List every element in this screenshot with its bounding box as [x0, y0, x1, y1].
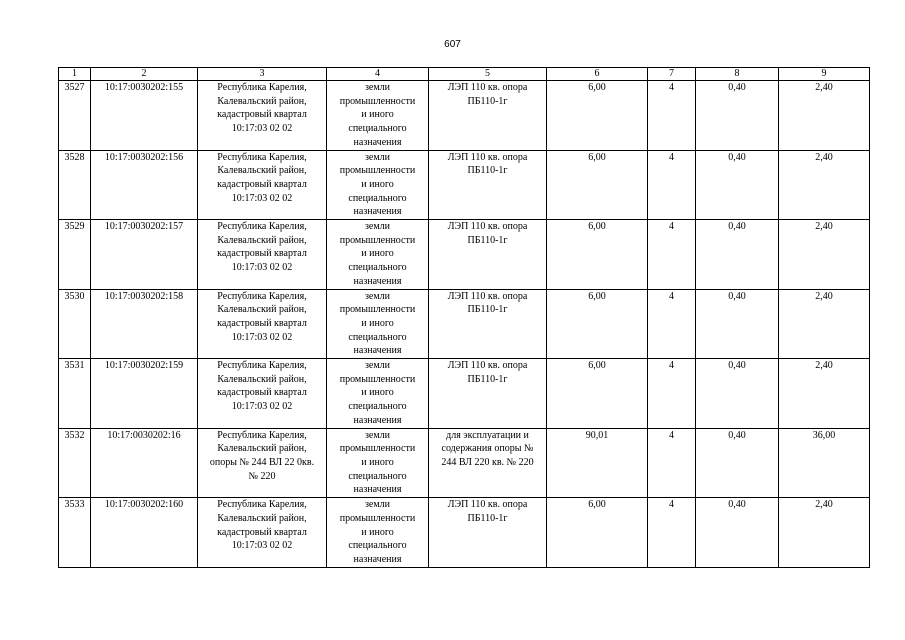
column-8-cell: 0,40 [696, 289, 779, 359]
land-category-cell-line: промышленности [339, 512, 416, 524]
location-cell-line: Республика Карелия, [217, 499, 307, 511]
land-category-cell-line: специального [348, 123, 407, 135]
row-number-cell: 3533 [59, 498, 91, 568]
land-category-cell-line: земли [364, 290, 391, 302]
column-header-9: 9 [779, 68, 870, 81]
purpose-cell-line: ПБ110-1г [467, 373, 508, 385]
land-category-cell-line: назначения [353, 484, 402, 496]
table-row [59, 359, 870, 429]
column-8-cell: 0,40 [696, 498, 779, 568]
column-9-cell: 2,40 [779, 498, 870, 568]
land-category-cell [327, 81, 429, 151]
column-9-cell: 36,00 [779, 428, 870, 498]
land-category-cell-line: и иного [361, 317, 394, 329]
land-category-cell [327, 428, 429, 498]
land-category-cell [327, 289, 429, 359]
land-category-cell-line: назначения [353, 275, 402, 287]
purpose-cell [429, 428, 547, 498]
cadastral-number-cell: 10:17:0030202:158 [91, 289, 198, 359]
land-category-cell-line: промышленности [339, 443, 416, 455]
land-category-cell-line: земли [364, 360, 391, 372]
location-cell [198, 359, 327, 429]
land-category-cell-line: промышленности [339, 373, 416, 385]
column-7-cell: 4 [648, 498, 696, 568]
column-9-cell: 2,40 [779, 289, 870, 359]
area-cell: 90,01 [547, 428, 648, 498]
location-cell-line: кадастровый квартал [217, 248, 307, 260]
column-7-cell: 4 [648, 289, 696, 359]
column-8-cell: 0,40 [696, 428, 779, 498]
land-category-cell-line: специального [348, 331, 407, 343]
location-cell [198, 81, 327, 151]
column-header-7: 7 [648, 68, 696, 81]
location-cell [198, 498, 327, 568]
land-category-cell-line: земли [364, 429, 391, 441]
land-category-cell-line: земли [364, 221, 391, 233]
column-7-cell: 4 [648, 428, 696, 498]
purpose-cell [429, 289, 547, 359]
purpose-cell [429, 359, 547, 429]
table-row [59, 81, 870, 151]
column-7-cell: 4 [648, 220, 696, 290]
location-cell-line: Калевальский район, [217, 234, 307, 246]
purpose-cell-line: ЛЭП 110 кв. опора [447, 151, 528, 163]
purpose-cell-line: ПБ110-1г [467, 165, 508, 177]
purpose-cell-line: ПБ110-1г [467, 234, 508, 246]
area-cell: 6,00 [547, 359, 648, 429]
column-header-8: 8 [696, 68, 779, 81]
land-category-cell-line: и иного [361, 387, 394, 399]
column-7-cell: 4 [648, 81, 696, 151]
location-cell-line: 10:17:03 02 02 [231, 262, 293, 274]
cadastral-number-cell: 10:17:0030202:160 [91, 498, 198, 568]
land-category-cell-line: специального [348, 192, 407, 204]
table-row [59, 428, 870, 498]
land-category-cell-line: и иного [361, 456, 394, 468]
purpose-cell [429, 81, 547, 151]
land-category-cell-line: земли [364, 82, 391, 93]
cadastral-number-cell: 10:17:0030202:156 [91, 150, 198, 220]
location-cell [198, 428, 327, 498]
land-category-cell-line: специального [348, 470, 407, 482]
land-category-cell-line: земли [364, 499, 391, 511]
location-cell-line: Республика Карелия, [217, 290, 307, 302]
land-category-cell-line: специального [348, 540, 407, 552]
location-cell [198, 150, 327, 220]
purpose-cell [429, 498, 547, 568]
land-category-cell-line: специального [348, 401, 407, 413]
purpose-cell-line: ЛЭП 110 кв. опора [447, 360, 528, 372]
location-cell-line: Республика Карелия, [217, 429, 307, 441]
column-header-3: 3 [198, 68, 327, 81]
land-category-cell-line: промышленности [339, 304, 416, 316]
column-7-cell: 4 [648, 359, 696, 429]
purpose-cell [429, 150, 547, 220]
cadastral-number-cell: 10:17:0030202:159 [91, 359, 198, 429]
column-header-1: 1 [59, 68, 91, 81]
location-cell-line: 10:17:03 02 02 [231, 540, 293, 552]
location-cell [198, 220, 327, 290]
column-8-cell: 0,40 [696, 220, 779, 290]
cadastral-number-cell: 10:17:0030202:16 [91, 428, 198, 498]
land-registry-table [58, 67, 870, 568]
table-row [59, 150, 870, 220]
location-cell-line: кадастровый квартал [217, 317, 307, 329]
area-cell: 6,00 [547, 150, 648, 220]
cadastral-number-cell: 10:17:0030202:155 [91, 81, 198, 151]
purpose-cell [429, 220, 547, 290]
column-8-cell: 0,40 [696, 150, 779, 220]
area-cell: 6,00 [547, 289, 648, 359]
column-8-cell: 0,40 [696, 359, 779, 429]
header-row [59, 68, 870, 81]
location-cell-line: кадастровый квартал [217, 178, 307, 190]
location-cell-line: № 220 [248, 470, 276, 482]
land-category-cell-line: назначения [353, 553, 402, 565]
cadastral-number-cell: 10:17:0030202:157 [91, 220, 198, 290]
purpose-cell-line: содержания опоры № [441, 443, 534, 455]
row-number-cell: 3527 [59, 81, 91, 151]
land-category-cell-line: назначения [353, 345, 402, 357]
row-number-cell: 3529 [59, 220, 91, 290]
land-category-cell-line: назначения [353, 136, 402, 148]
land-category-cell-line: промышленности [339, 234, 416, 246]
land-category-cell-line: и иного [361, 248, 394, 260]
land-category-cell-line: земли [364, 151, 391, 163]
location-cell-line: 10:17:03 02 02 [231, 401, 293, 413]
column-9-cell: 2,40 [779, 220, 870, 290]
area-cell: 6,00 [547, 498, 648, 568]
land-category-cell [327, 150, 429, 220]
land-category-cell [327, 498, 429, 568]
column-header-5: 5 [429, 68, 547, 81]
table-header [59, 68, 870, 81]
column-header-2: 2 [91, 68, 198, 81]
land-category-cell-line: и иного [361, 109, 394, 121]
location-cell-line: 10:17:03 02 02 [231, 123, 293, 135]
location-cell-line: Калевальский район, [217, 95, 307, 107]
table-row [59, 289, 870, 359]
table-row [59, 498, 870, 568]
location-cell-line: кадастровый квартал [217, 109, 307, 121]
land-category-cell-line: назначения [353, 414, 402, 426]
purpose-cell-line: ЛЭП 110 кв. опора [447, 82, 528, 93]
land-category-cell-line: и иного [361, 526, 394, 538]
column-header-6: 6 [547, 68, 648, 81]
location-cell-line: Республика Карелия, [217, 82, 307, 93]
location-cell [198, 289, 327, 359]
table-body [59, 81, 870, 568]
column-9-cell: 2,40 [779, 81, 870, 151]
location-cell-line: Калевальский район, [217, 373, 307, 385]
page-number: 607 [444, 39, 461, 50]
location-cell-line: Республика Карелия, [217, 360, 307, 372]
row-number-cell: 3532 [59, 428, 91, 498]
land-category-cell-line: и иного [361, 178, 394, 190]
land-category-cell [327, 220, 429, 290]
purpose-cell-line: ПБ110-1г [467, 512, 508, 524]
location-cell-line: 10:17:03 02 02 [231, 192, 293, 204]
location-cell-line: Республика Карелия, [217, 151, 307, 163]
location-cell-line: 10:17:03 02 02 [231, 331, 293, 343]
location-cell-line: кадастровый квартал [217, 526, 307, 538]
land-category-cell-line: промышленности [339, 95, 416, 107]
column-8-cell: 0,40 [696, 81, 779, 151]
column-9-cell: 2,40 [779, 359, 870, 429]
column-header-4: 4 [327, 68, 429, 81]
land-category-cell [327, 359, 429, 429]
purpose-cell-line: ПБ110-1г [467, 95, 508, 107]
location-cell-line: Калевальский район, [217, 443, 307, 455]
row-number-cell: 3530 [59, 289, 91, 359]
purpose-cell-line: ПБ110-1г [467, 304, 508, 316]
location-cell-line: Калевальский район, [217, 165, 307, 177]
column-7-cell: 4 [648, 150, 696, 220]
table-row [59, 220, 870, 290]
land-category-cell-line: промышленности [339, 165, 416, 177]
column-9-cell: 2,40 [779, 150, 870, 220]
land-category-cell-line: специального [348, 262, 407, 274]
land-category-cell-line: назначения [353, 206, 402, 218]
purpose-cell-line: 244 ВЛ 220 кв. № 220 [441, 456, 534, 468]
location-cell-line: Республика Карелия, [217, 221, 307, 233]
purpose-cell-line: ЛЭП 110 кв. опора [447, 221, 528, 233]
purpose-cell-line: ЛЭП 110 кв. опора [447, 290, 528, 302]
row-number-cell: 3528 [59, 150, 91, 220]
location-cell-line: кадастровый квартал [217, 387, 307, 399]
location-cell-line: Калевальский район, [217, 512, 307, 524]
area-cell: 6,00 [547, 81, 648, 151]
purpose-cell-line: ЛЭП 110 кв. опора [447, 499, 528, 511]
row-number-cell: 3531 [59, 359, 91, 429]
location-cell-line: опоры № 244 ВЛ 22 0кв. [209, 456, 315, 468]
area-cell: 6,00 [547, 220, 648, 290]
purpose-cell-line: для эксплуатации и [446, 429, 529, 441]
location-cell-line: Калевальский район, [217, 304, 307, 316]
